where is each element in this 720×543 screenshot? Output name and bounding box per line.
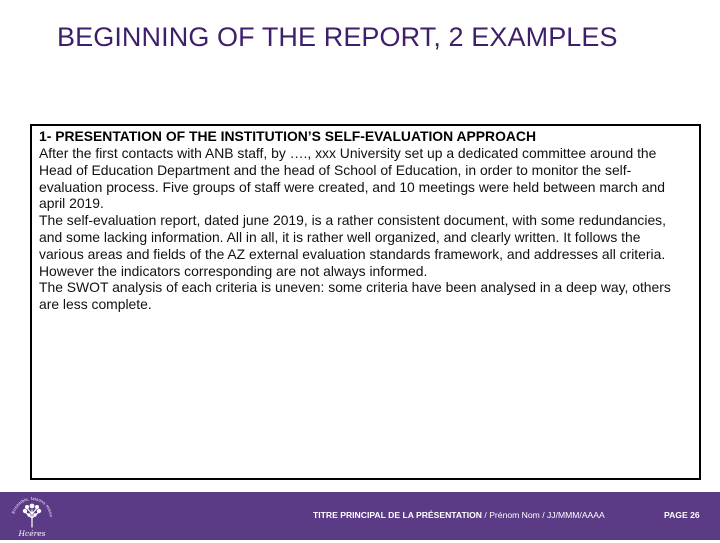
paragraph-swot: The SWOT analysis of each criteria is uneven: some criteria have been analysed in a deep way, others are less complete. xyxy=(39,279,671,313)
footer-presenter-date: / Prénom Nom / JJ/MMM/AAAA xyxy=(482,510,605,520)
footer-page-number: PAGE 26 xyxy=(664,510,700,520)
logo-arc-text: Ensemble, faisons mieux xyxy=(10,495,54,518)
slide-title: BEGINNING OF THE REPORT, 2 EXAMPLES xyxy=(57,22,618,52)
content-box xyxy=(30,124,701,480)
tree-icon xyxy=(8,494,56,538)
hceres-logo xyxy=(8,494,56,538)
paragraph-approach: After the first contacts with ANB staff, by …., xxx University set up a dedicated committee around the Head of Education Department and the head of School of Education, in order to monitor the self-evaluation process. Five groups of staff were created, and 10 meetings were held between march and april 2019. xyxy=(39,145,665,212)
section-heading: 1- PRESENTATION OF THE INSTITUTION’S SELF-EVALUATION APPROACH xyxy=(39,128,536,144)
footer-bar xyxy=(0,492,720,540)
footer-presentation-info xyxy=(313,510,605,520)
paragraph-report: The self-evaluation report, dated june 2019, is a rather consistent document, with some redundancies, and some lacking information. All in all, it is rather well organized, and clearly written. It follows the various areas and fields of the AZ external evaluation standards framework, and addresses all criteria. However the indicators corresponding are not always informed. xyxy=(39,212,666,279)
footer-presentation-title: TITRE PRINCIPAL DE LA PRÉSENTATION xyxy=(313,510,483,520)
logo-text: Hcéres xyxy=(18,529,46,538)
